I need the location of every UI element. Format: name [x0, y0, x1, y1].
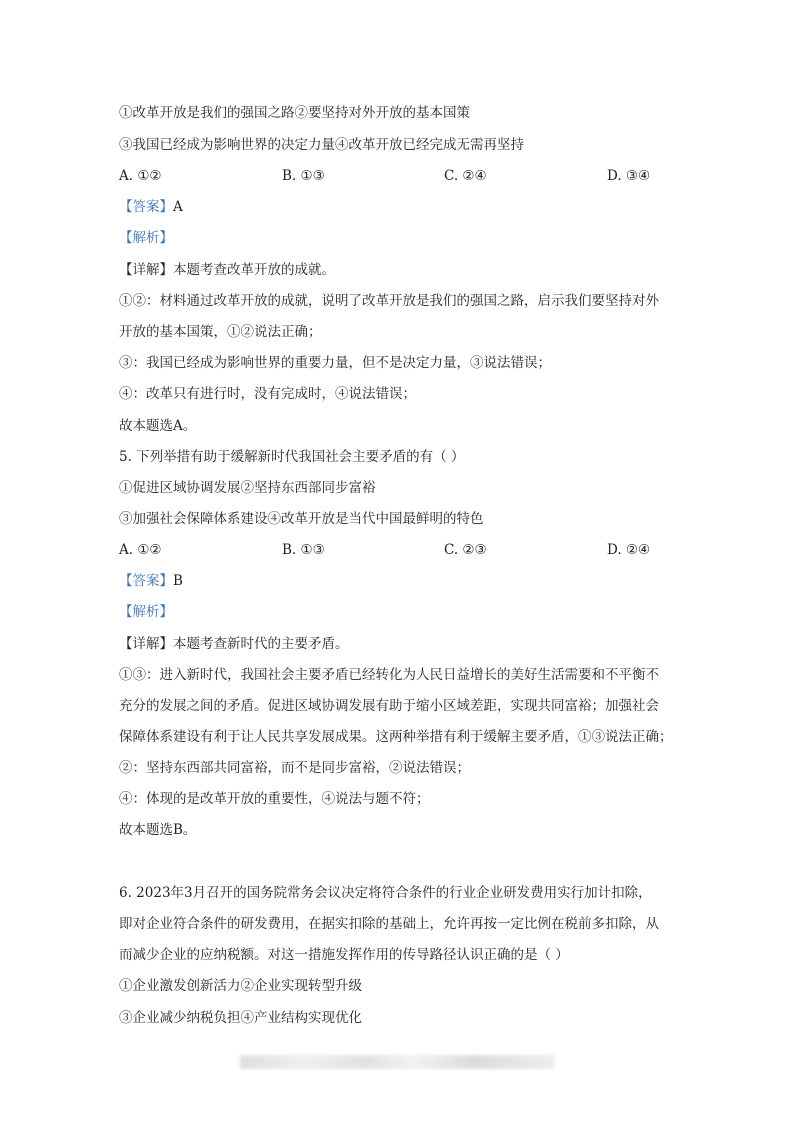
q4-option-b: B. ①③	[282, 168, 325, 184]
q6-stem-line: 即对企业符合条件的研发费用，在据实扣除的基础上，允许再按一定比例在税前多扣除，从	[119, 916, 659, 932]
q4-option-c: C. ②④	[444, 168, 487, 184]
q5-explanation-line: 保障体系建设有利于让人民共享发展成果。这两种举措有利于缓解主要矛盾，①③说法正确；	[119, 729, 673, 745]
q4-statement-1: ①改革开放是我们的强国之路②要坚持对外开放的基本国策	[119, 105, 470, 121]
answer-value: B	[173, 573, 183, 589]
detail-text: 本题考查改革开放的成就。	[173, 262, 335, 278]
q6-statement-2: ③企业减少纳税负担④产业结构实现优化	[119, 1010, 362, 1026]
detail-text: 本题考查新时代的主要矛盾。	[173, 636, 349, 652]
q5-option-a: A. ①②	[119, 542, 162, 558]
q4-explanation-line: ④：改革只有进行时，没有完成时，④说法错误；	[119, 386, 416, 402]
answer-tag: 【答案】	[119, 573, 173, 589]
q5-detail	[119, 635, 349, 653]
q5-explanation-line: ②：坚持东西部共同富裕，而不是同步富裕，②说法错误；	[119, 760, 470, 776]
detail-tag: 【详解】	[119, 262, 173, 278]
q5-option-c: C. ②③	[444, 542, 487, 558]
q6-statement-1: ①企业激发创新活力②企业实现转型升级	[119, 978, 362, 994]
q5-explanation-line: ①③：进入新时代，我国社会主要矛盾已经转化为人民日益增长的美好生活需要和不平衡不	[119, 667, 659, 683]
q5-statement-2: ③加强社会保障体系建设④改革开放是当代中国最鲜明的特色	[119, 511, 484, 527]
q5-explanation-line: 充分的发展之间的矛盾。促进区域协调发展有助于缩小区域差距，实现共同富裕；加强社会	[119, 698, 659, 714]
q4-conclusion: 故本题选A。	[119, 418, 197, 434]
answer-value: A	[173, 199, 183, 215]
q5-option-b: B. ①③	[282, 542, 325, 558]
q6-stem-line: 6. 2023年3月召开的国务院常务会议决定将符合条件的行业企业研发费用实行加计扣除，	[119, 885, 652, 901]
q5-conclusion: 故本题选B。	[119, 822, 197, 838]
q6-stem-line: 而减少企业的应纳税额。对这一措施发挥作用的传导路径认识正确的是（ ）	[119, 947, 569, 963]
q5-analysis-tag: 【解析】	[119, 604, 173, 620]
q4-statement-2: ③我国已经成为影响世界的决定力量④改革开放已经完成无需再坚持	[119, 137, 524, 153]
q5-statement-1: ①促进区域协调发展②坚持东西部同步富裕	[119, 480, 376, 496]
q5-answer	[119, 572, 183, 590]
q5-option-d: D. ②④	[607, 542, 651, 558]
detail-tag: 【详解】	[119, 636, 173, 652]
q4-option-d: D. ③④	[607, 168, 651, 184]
q5-stem: 5. 下列举措有助于缓解新时代我国社会主要矛盾的有（ ）	[119, 449, 465, 465]
q4-explanation-line: ③：我国已经成为影响世界的重要力量，但不是决定力量，③说法错误；	[119, 355, 551, 371]
q5-explanation-line: ④：体现的是改革开放的重要性，④说法与题不符；	[119, 791, 430, 807]
q4-option-a: A. ①②	[119, 168, 162, 184]
answer-tag: 【答案】	[119, 199, 173, 215]
q4-explanation-line: 开放的基本国策，①②说法正确；	[119, 324, 322, 340]
q4-explanation-line: ①②：材料通过改革开放的成就，说明了改革开放是我们的强国之路，启示我们要坚持对外	[119, 293, 659, 309]
q4-analysis-tag: 【解析】	[119, 230, 173, 246]
blurred-watermark	[240, 1055, 555, 1069]
q4-detail	[119, 261, 335, 279]
q4-answer	[119, 198, 183, 216]
